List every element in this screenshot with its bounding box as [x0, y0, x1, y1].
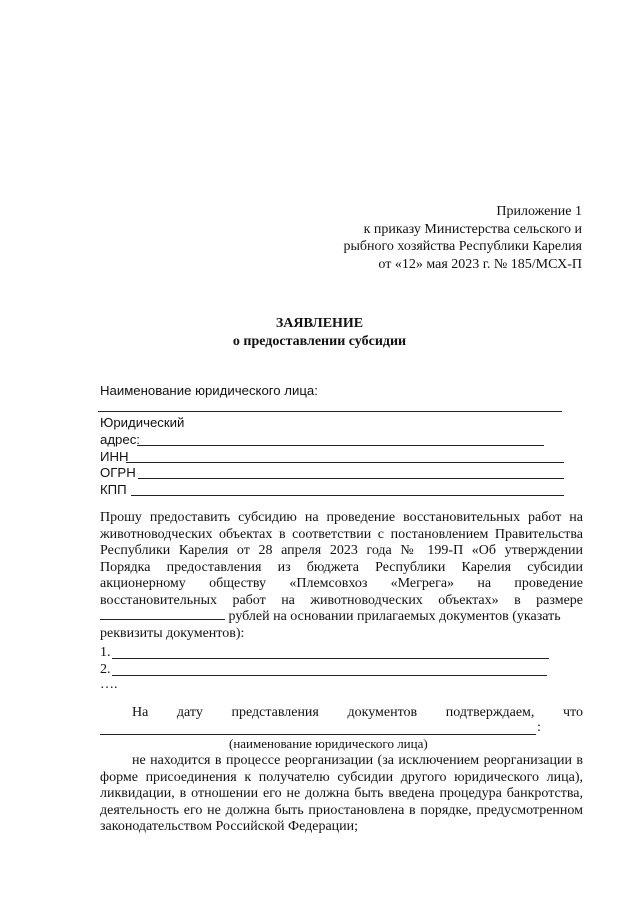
condition-line: не находится в процессе реорганизации (за исключением реорганизации в	[132, 753, 583, 768]
appendix-line-4: от «12» мая 2023 г. № 185/МСХ-П	[378, 256, 582, 272]
inn-label: ИНН	[100, 449, 129, 464]
condition-line: деятельность его не должна быть приостановлена в порядке, предусмотренном	[100, 802, 583, 818]
request-line: акционерному обществу «Племсовхоз «Мегрега» на проведение	[100, 576, 583, 591]
request-line: животноводческих объектах в соответствии с постановлением Правительства	[100, 526, 583, 542]
condition-line: ликвидации, в отношении его не должна быть введена процедура банкротства,	[100, 786, 583, 801]
confirm-colon: :	[537, 720, 541, 735]
request-line: рублей на основании прилагаемых документов (указать	[228, 609, 561, 624]
address-label-line1: Юридический	[100, 415, 185, 430]
request-line: Республики Карелия от 28 апреля 2023 года № 199-П «Об утверждении	[100, 543, 583, 558]
document-subtitle: о предоставлении субсидии	[232, 334, 407, 349]
request-line: реквизиты документов):	[100, 625, 245, 641]
appendix-line-2: к приказу Министерства сельского и	[363, 221, 582, 237]
appendix-line-3: рыбного хозяйства Республики Карелия	[343, 239, 582, 254]
appendix-line-1: Приложение 1	[496, 204, 582, 219]
ogrn-label: ОГРН	[100, 465, 136, 480]
request-line: восстановительных работ на животноводческих объектах» в размере	[100, 592, 583, 608]
conditions-paragraph	[100, 753, 583, 836]
condition-line: законодательством Российской Федерации;	[100, 819, 359, 834]
address-field[interactable]	[137, 445, 544, 446]
kpp-field[interactable]	[131, 495, 564, 496]
request-line: Порядка предоставления из бюджета Республики Карелия субсидии	[100, 559, 583, 575]
document-item-2-number: 2.	[100, 662, 111, 677]
request-amount-line	[100, 609, 583, 626]
document-item-1-field[interactable]	[112, 658, 549, 659]
request-paragraph	[100, 510, 583, 642]
confirm-org-name-field[interactable]	[100, 734, 536, 735]
request-line: Прошу предоставить субсидию на проведение восстановительных работ на	[100, 510, 583, 525]
condition-line: форме присоединения к получателю субсидии другого юридического лица),	[100, 769, 583, 785]
confirm-paragraph	[132, 705, 583, 722]
org-name-label: Наименование юридического лица:	[100, 383, 318, 398]
ogrn-field[interactable]	[138, 478, 564, 479]
org-name-field[interactable]	[98, 411, 562, 412]
subsidy-amount-field[interactable]	[100, 619, 225, 620]
confirm-line: На дату представления документов подтверждаем, что	[132, 705, 583, 720]
org-name-caption: (наименование юридического лица)	[229, 736, 428, 751]
kpp-label: КПП	[100, 482, 127, 497]
document-item-1-number: 1.	[100, 645, 111, 660]
inn-field[interactable]	[126, 462, 564, 463]
document-list-continuation: ….	[100, 677, 118, 692]
address-label-line2: адрес:	[100, 432, 140, 447]
appendix-header	[343, 203, 582, 273]
document-title: ЗАЯВЛЕНИЕ	[275, 316, 364, 331]
document-item-2-field[interactable]	[112, 675, 547, 676]
